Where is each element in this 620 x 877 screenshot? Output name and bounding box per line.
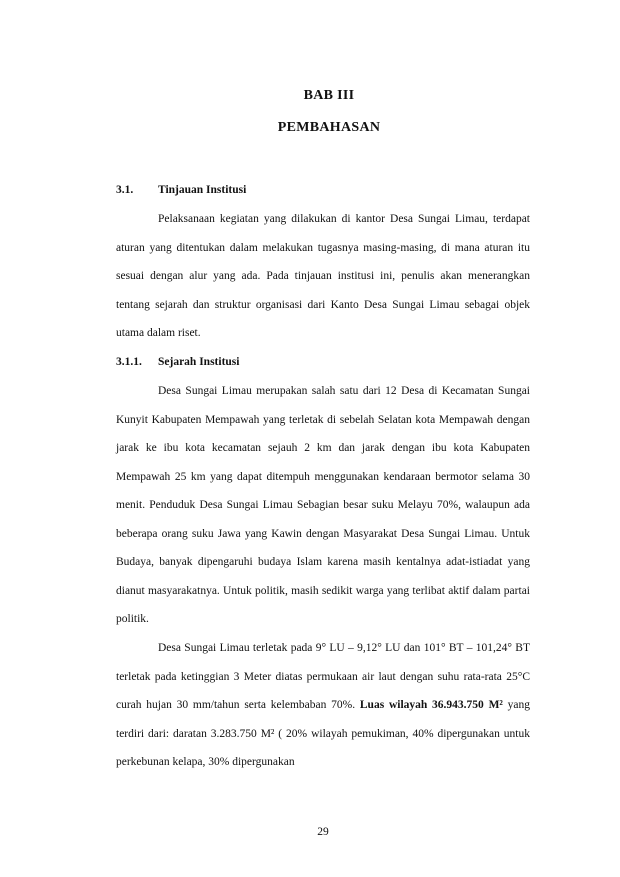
section-3-1-body <box>116 205 530 348</box>
paragraph: Desa Sungai Limau merupakan salah satu dari 12 Desa di Kecamatan Sungai Kunyit Kabupaten Mempawah yang terletak di sebelah Selatan kota Mempawah dengan jarak ke ibu kota kecamatan sejauh 2 km dan jarak dengan ibu kota Kabupaten Mempawah 25 km yang dapat ditempuh menggunakan kendaraan bermotor selama 30 menit. Penduduk Desa Sungai Limau Sebagian besar suku Melayu 70%, walaupun ada beberapa orang suku Jawa yang Kawin dengan Masyarakat Desa Sungai Limau. Untuk Budaya, banyak dipengaruhi budaya Islam karena masih kentalnya adat-istiadat yang dianut masyarakatnya. Untuk politik, masih sedikit warga yang terlibat aktif dalam partai politik. <box>116 385 530 625</box>
section-number: 3.1. <box>116 184 134 196</box>
page-number: 29 <box>317 826 329 838</box>
section-3-1-1-body <box>116 377 530 634</box>
chapter-label: BAB III <box>303 88 355 103</box>
area-emphasis: Luas wilayah 36.943.750 M² <box>359 699 503 711</box>
chapter-title: PEMBAHASAN <box>277 120 381 135</box>
paragraph-text: Desa Sungai Limau terletak pada 9° LU – 9,12° LU dan 101° BT – 101,24° BT terletak pada ketinggian 3 Meter diatas permukaan air laut dengan suhu rata-rata 25°C curah hujan 30 mm/tahun serta kelembaban 70%. <box>116 642 530 711</box>
section-number: 3.1.1. <box>116 356 142 368</box>
paragraph-text: yang terdiri dari: daratan 3.283.750 M² ( 20% wilayah pemukiman, 40% dipergunakan untuk perkebunan kelapa, 30% dipergunakan <box>116 699 531 768</box>
paragraph <box>116 634 530 777</box>
paragraph: Pelaksanaan kegiatan yang dilakukan di kantor Desa Sungai Limau, terdapat aturan yang ditentukan dalam melakukan tugasnya masing-masing, di mana aturan itu sesuai dengan alur yang ada. Pada tinjauan institusi ini, penulis akan menerangkan tentang sejarah dan struktur organisasi dari Kanto Desa Sungai Limau sebagai objek utama dalam riset. <box>116 213 530 339</box>
section-title: Tinjauan Institusi <box>158 184 247 196</box>
section-heading-3-1 <box>116 183 246 197</box>
section-3-1-1-body-2 <box>116 634 530 777</box>
section-heading-3-1-1 <box>116 355 239 369</box>
section-title: Sejarah Institusi <box>158 356 240 368</box>
